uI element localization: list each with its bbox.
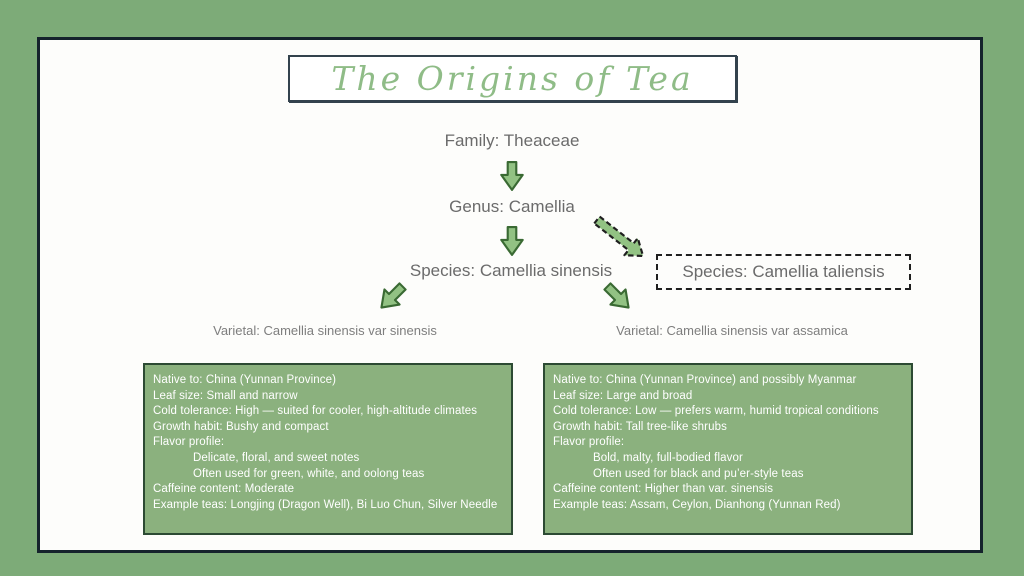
info-line: Native to: China (Yunnan Province) and possibly Myanmar [553,374,857,386]
info-line: Bold, malty, full-bodied flavor [593,451,743,464]
info-line: Often used for black and pu’er-style teas [593,467,804,480]
down-arrow-icon-2 [498,226,526,256]
info-line: Growth habit: Bushy and compact [153,420,329,433]
info-line: Growth habit: Tall tree-like shrubs [553,420,727,433]
info-line: Caffeine content: Moderate [153,483,295,496]
info-line: Native to: China (Yunnan Province) [153,374,337,386]
info-line: Example teas: Longjing (Dragon Well), Bi Luo Chun, Silver Needle [153,498,498,511]
page-title: The Origins of Tea [331,59,694,98]
genus-label: Genus: Camellia [449,197,575,216]
info-line: Leaf size: Large and broad [553,389,693,402]
info-line: Cold tolerance: Low — prefers warm, humid tropical conditions [553,405,879,418]
down-arrow-icon-1 [498,161,526,191]
info-line: Delicate, floral, and sweet notes [193,451,360,464]
species-sinensis-label: Species: Camellia sinensis [409,261,613,280]
varietal-sinensis-label: Varietal: Camellia sinensis var sinensis [213,323,437,338]
info-line: Example teas: Assam, Ceylon, Dianhong (Yunnan Red) [553,498,841,511]
title-box [288,55,737,102]
species-taliensis-box [656,254,911,290]
assamica-info-box [543,363,913,535]
family-label: Family: Theaceae [444,131,580,150]
varietal-assamica-label: Varietal: Camellia sinensis var assamica [616,323,848,338]
info-line: Caffeine content: Higher than var. sinensis [553,483,774,496]
info-line: Flavor profile: [553,436,625,449]
info-line: Flavor profile: [153,436,225,449]
sinensis-info-box [143,363,513,535]
info-line: Cold tolerance: High — suited for cooler, high-altitude climates [153,405,478,418]
info-line: Often used for green, white, and oolong teas [193,467,425,480]
info-line: Leaf size: Small and narrow [153,389,298,402]
species-taliensis-label: Species: Camellia taliensis [682,262,885,281]
